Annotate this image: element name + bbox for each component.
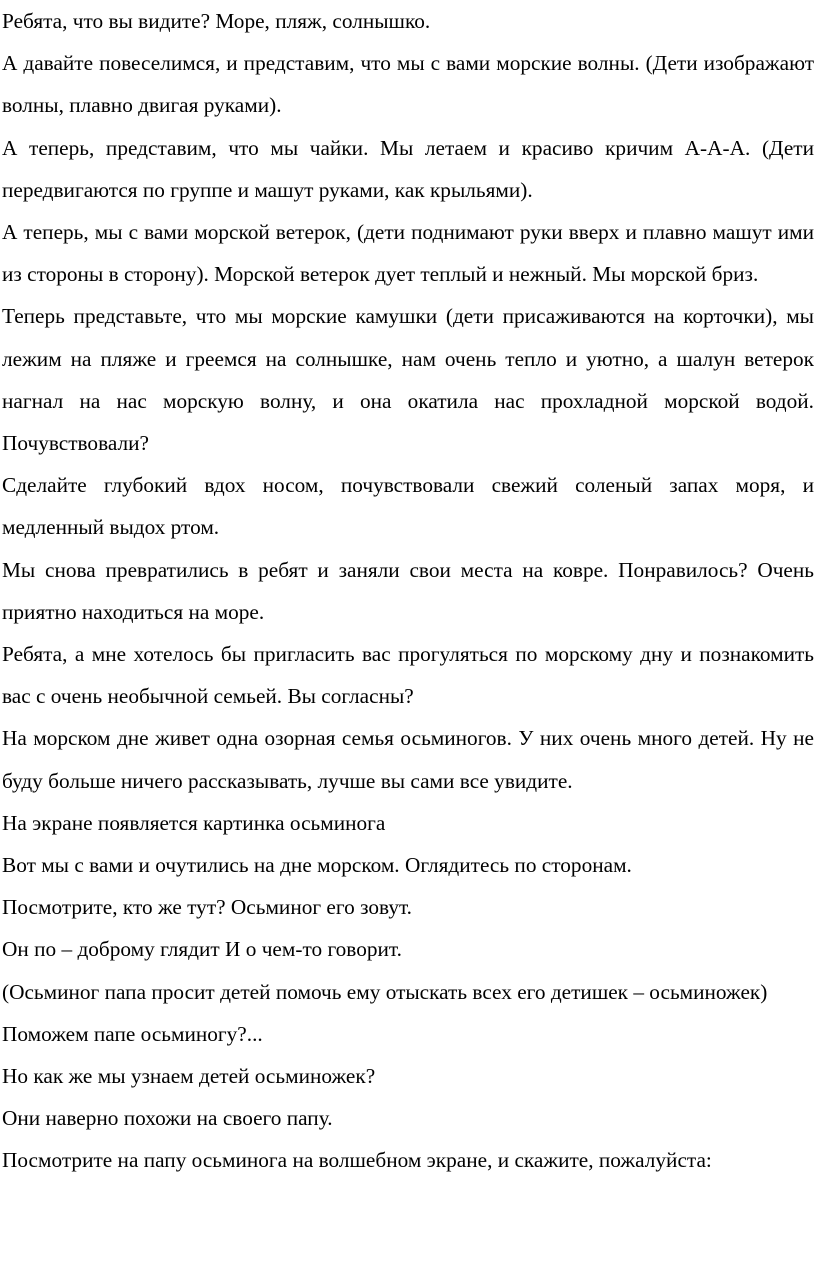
paragraph-15: Поможем папе осьминогу?...	[2, 1021, 263, 1046]
paragraph-1: Ребята, что вы видите? Море, пляж, солнышко.	[2, 9, 431, 33]
paragraph-4: А теперь, мы с вами морской ветерок, (дети поднимают руки вверх и плавно машут ими из стороны в сторону). Морской ветерок дует теплый и нежный. Мы морской бриз.	[2, 220, 814, 287]
paragraph-13: Он по – доброму глядит И о чем-то говорит.	[2, 937, 402, 962]
paragraph-9: На морском дне живет одна озорная семья осьминогов. У них очень много детей. Ну не буду больше ничего рассказывать, лучше вы сами все увидите.	[2, 726, 814, 793]
paragraph-7: Мы снова превратились в ребят и заняли свои места на ковре. Понравилось? Очень приятно находиться на море.	[2, 557, 814, 624]
paragraph-10: На экране появляется картинка осьминога	[2, 810, 386, 835]
paragraph-11: Вот мы с вами и очутились на дне морском. Оглядитесь по сторонам.	[2, 853, 632, 878]
paragraph-6: Сделайте глубокий вдох носом, почувствовали свежий соленый запах моря, и медленный выдох ртом.	[2, 473, 814, 540]
paragraph-16: Но как же мы узнаем детей осьминожек?	[2, 1064, 376, 1089]
paragraph-17: Они наверно похожи на своего папу.	[2, 1106, 333, 1131]
paragraph-8: Ребята, а мне хотелось бы пригласить вас прогуляться по морскому дну и познакомить вас с очень необычной семьей. Вы согласны?	[2, 642, 814, 709]
paragraph-18: Посмотрите на папу осьминога на волшебном экране, и скажите, пожалуйста:	[2, 1148, 712, 1173]
document-body	[2, 0, 814, 1182]
paragraph-2: А давайте повеселимся, и представим, что мы с вами морские волны. (Дети изображают волны, плавно двигая руками).	[2, 51, 814, 118]
paragraph-14: (Осьминог папа просит детей помочь ему отыскать всех его детишек – осьминожек)	[2, 979, 768, 1004]
paragraph-3: А теперь, представим, что мы чайки. Мы летаем и красиво кричим А-А-А. (Дети передвигаются по группе и машут руками, как крыльями).	[2, 135, 814, 202]
paragraph-5: Теперь представьте, что мы морские камушки (дети присаживаются на корточки), мы лежим на пляже и греемся на солнышке, нам очень тепло и уютно, а шалун ветерок нагнал на нас морскую волну, и она окатила нас прохладной морской водой. Почувствовали?	[2, 304, 814, 456]
paragraph-12: Посмотрите, кто же тут? Осьминог его зовут.	[2, 895, 413, 920]
